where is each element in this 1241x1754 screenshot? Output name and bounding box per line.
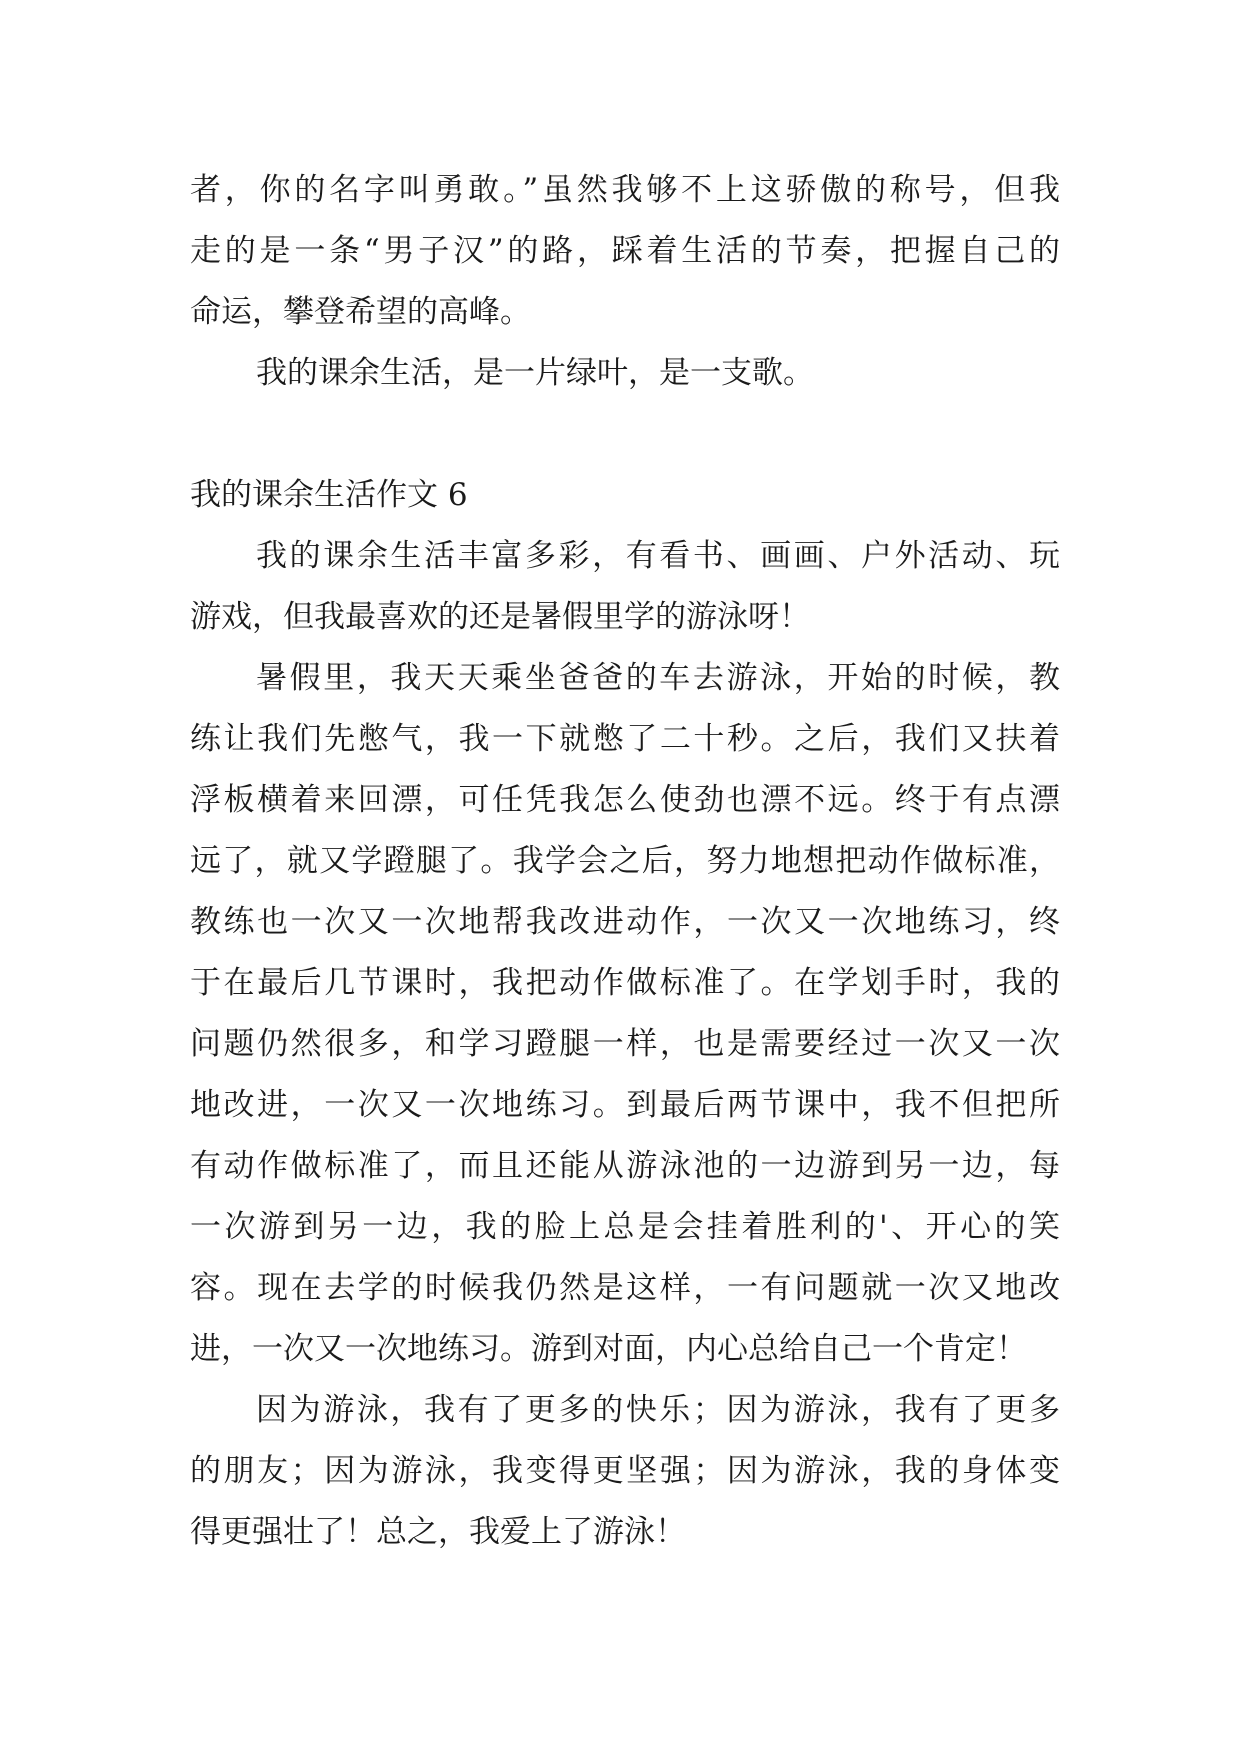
text-line: 走的是一条“男子汉”的路，踩着生活的节奏，把握自己的 <box>190 233 1060 269</box>
text-line: 远了，就又学蹬腿了。我学会之后，努力地想把动作做标准， <box>190 843 1060 879</box>
text-line: 因为游泳，我有了更多的快乐；因为游泳，我有了更多 <box>256 1392 1060 1428</box>
text-line: 我的课余生活，是一片绿叶，是一支歌。 <box>256 355 814 391</box>
document-body <box>190 160 1060 1563</box>
closing-paragraph <box>190 343 1060 404</box>
text-line: 进，一次又一次地练习。游到对面，内心总给自己一个肯定！ <box>190 1331 1027 1367</box>
paragraph-intro <box>190 526 1060 648</box>
text-line: 于在最后几节课时，我把动作做标准了。在学划手时，我的 <box>190 965 1060 1001</box>
text-line: 有动作做标准了，而且还能从游泳池的一边游到另一边，每 <box>190 1148 1060 1184</box>
text-line: 浮板横着来回漂，可任凭我怎么使劲也漂不远。终于有点漂 <box>190 782 1060 818</box>
text-line: 暑假里，我天天乘坐爸爸的车去游泳，开始的时候，教 <box>256 660 1060 696</box>
paragraph-swimming-story <box>190 648 1060 1380</box>
text-line: 的朋友；因为游泳，我变得更坚强；因为游泳，我的身体变 <box>190 1453 1060 1489</box>
section-spacer <box>190 404 1060 465</box>
section-title: 我的课余生活作文 6 <box>190 477 468 513</box>
continuation-paragraph <box>190 160 1060 343</box>
text-line: 教练也一次又一次地帮我改进动作，一次又一次地练习，终 <box>190 904 1060 940</box>
text-line: 地改进，一次又一次地练习。到最后两节课中，我不但把所 <box>190 1087 1060 1123</box>
text-line: 练让我们先憋气，我一下就憋了二十秒。之后，我们又扶着 <box>190 721 1060 757</box>
text-line: 我的课余生活丰富多彩，有看书、画画、户外活动、玩 <box>256 538 1060 574</box>
text-line: 得更强壮了！总之，我爱上了游泳！ <box>190 1514 686 1550</box>
text-line: 容。现在去学的时候我仍然是这样，一有问题就一次又地改 <box>190 1270 1060 1306</box>
text-line: 命运，攀登希望的高峰。 <box>190 294 531 330</box>
text-line: 游戏，但我最喜欢的还是暑假里学的游泳呀！ <box>190 599 810 635</box>
text-line: 一次游到另一边，我的脸上总是会挂着胜利的'、开心的笑 <box>190 1209 1060 1245</box>
paragraph-conclusion <box>190 1380 1060 1563</box>
text-line: 者，你的名字叫勇敢。”虽然我够不上这骄傲的称号，但我 <box>190 172 1060 208</box>
text-line: 问题仍然很多，和学习蹬腿一样，也是需要经过一次又一次 <box>190 1026 1060 1062</box>
